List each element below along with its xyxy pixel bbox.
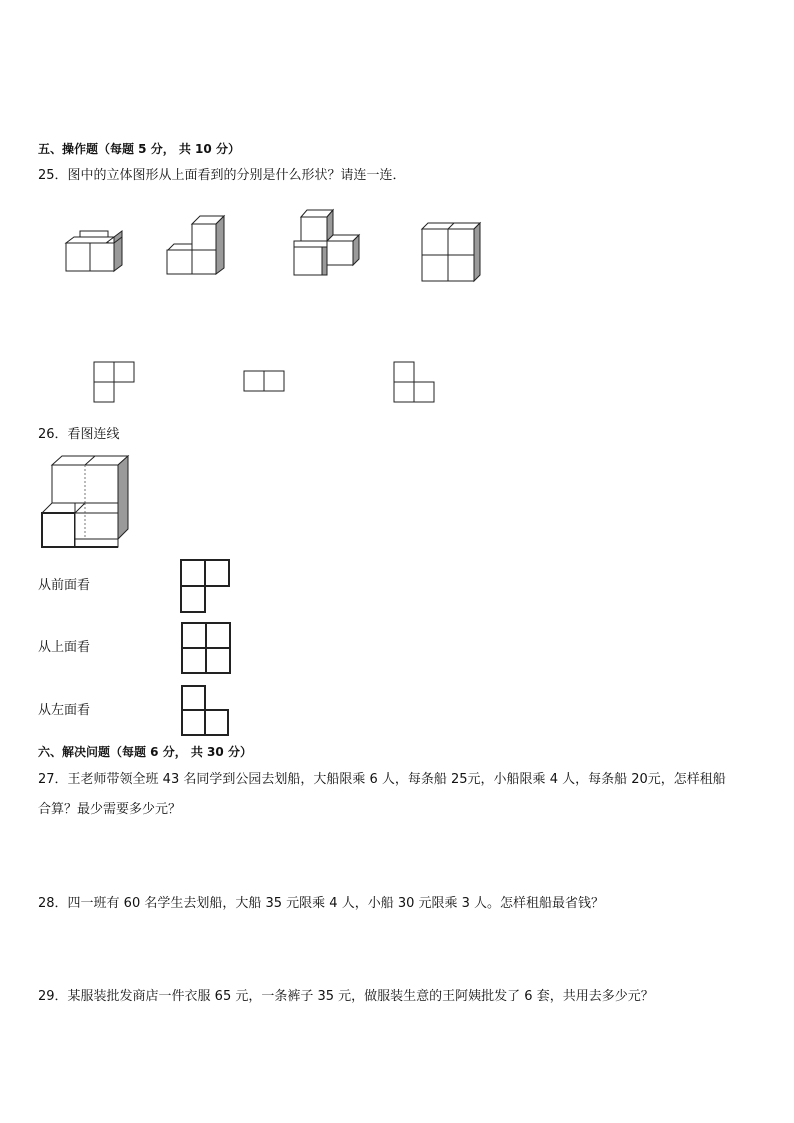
question-26: 26．看图连线 (38, 427, 120, 442)
front-view-icon (178, 557, 232, 615)
top-view-grid-icon (178, 620, 234, 676)
question-29: 29．某服装批发商店一件衣服 65 元，一条裤子 35 元，做服装生意的王阿姨批发了 6 套，共用去多少元？ (38, 989, 654, 1004)
top-view-l-right-icon (92, 360, 138, 404)
stepped-cubes-icon (289, 207, 365, 279)
left-view-icon (178, 683, 232, 739)
question-28: 28．四一班有 60 名学生去划船，大船 35 元限乘 4 人，小船 30 元限乘 3 人。怎样租船最省钱？ (38, 896, 605, 911)
question-25: 25．图中的立体图形从上面看到的分别是什么形状？请连一连． (38, 168, 406, 183)
view-label-left: 从左面看 (38, 703, 91, 718)
top-view-two-squares-icon (242, 369, 288, 393)
square-cube-block-icon (418, 219, 484, 285)
two-cube-row-icon (60, 225, 130, 275)
view-label-front: 从前面看 (38, 578, 91, 593)
question-27-line-1: 27．王老师带领全班 43 名同学到公园去划船，大船限乘 6 人，每条船 25元，小船限乘 4 人，每条船 20元，怎样租船 (38, 772, 726, 787)
top-view-l-bottom-icon (392, 360, 438, 404)
section-6-heading: 六、解决问题（每题 6 分， 共 30 分） (38, 745, 252, 759)
question-27-line-2: 合算？最少需要多少元？ (38, 802, 182, 817)
view-label-top: 从上面看 (38, 640, 91, 655)
l-shaped-solid-icon (38, 453, 134, 551)
section-5-heading: 五、操作题（每题 5 分， 共 10 分） (38, 142, 240, 156)
l-shaped-cubes-icon (162, 212, 232, 278)
